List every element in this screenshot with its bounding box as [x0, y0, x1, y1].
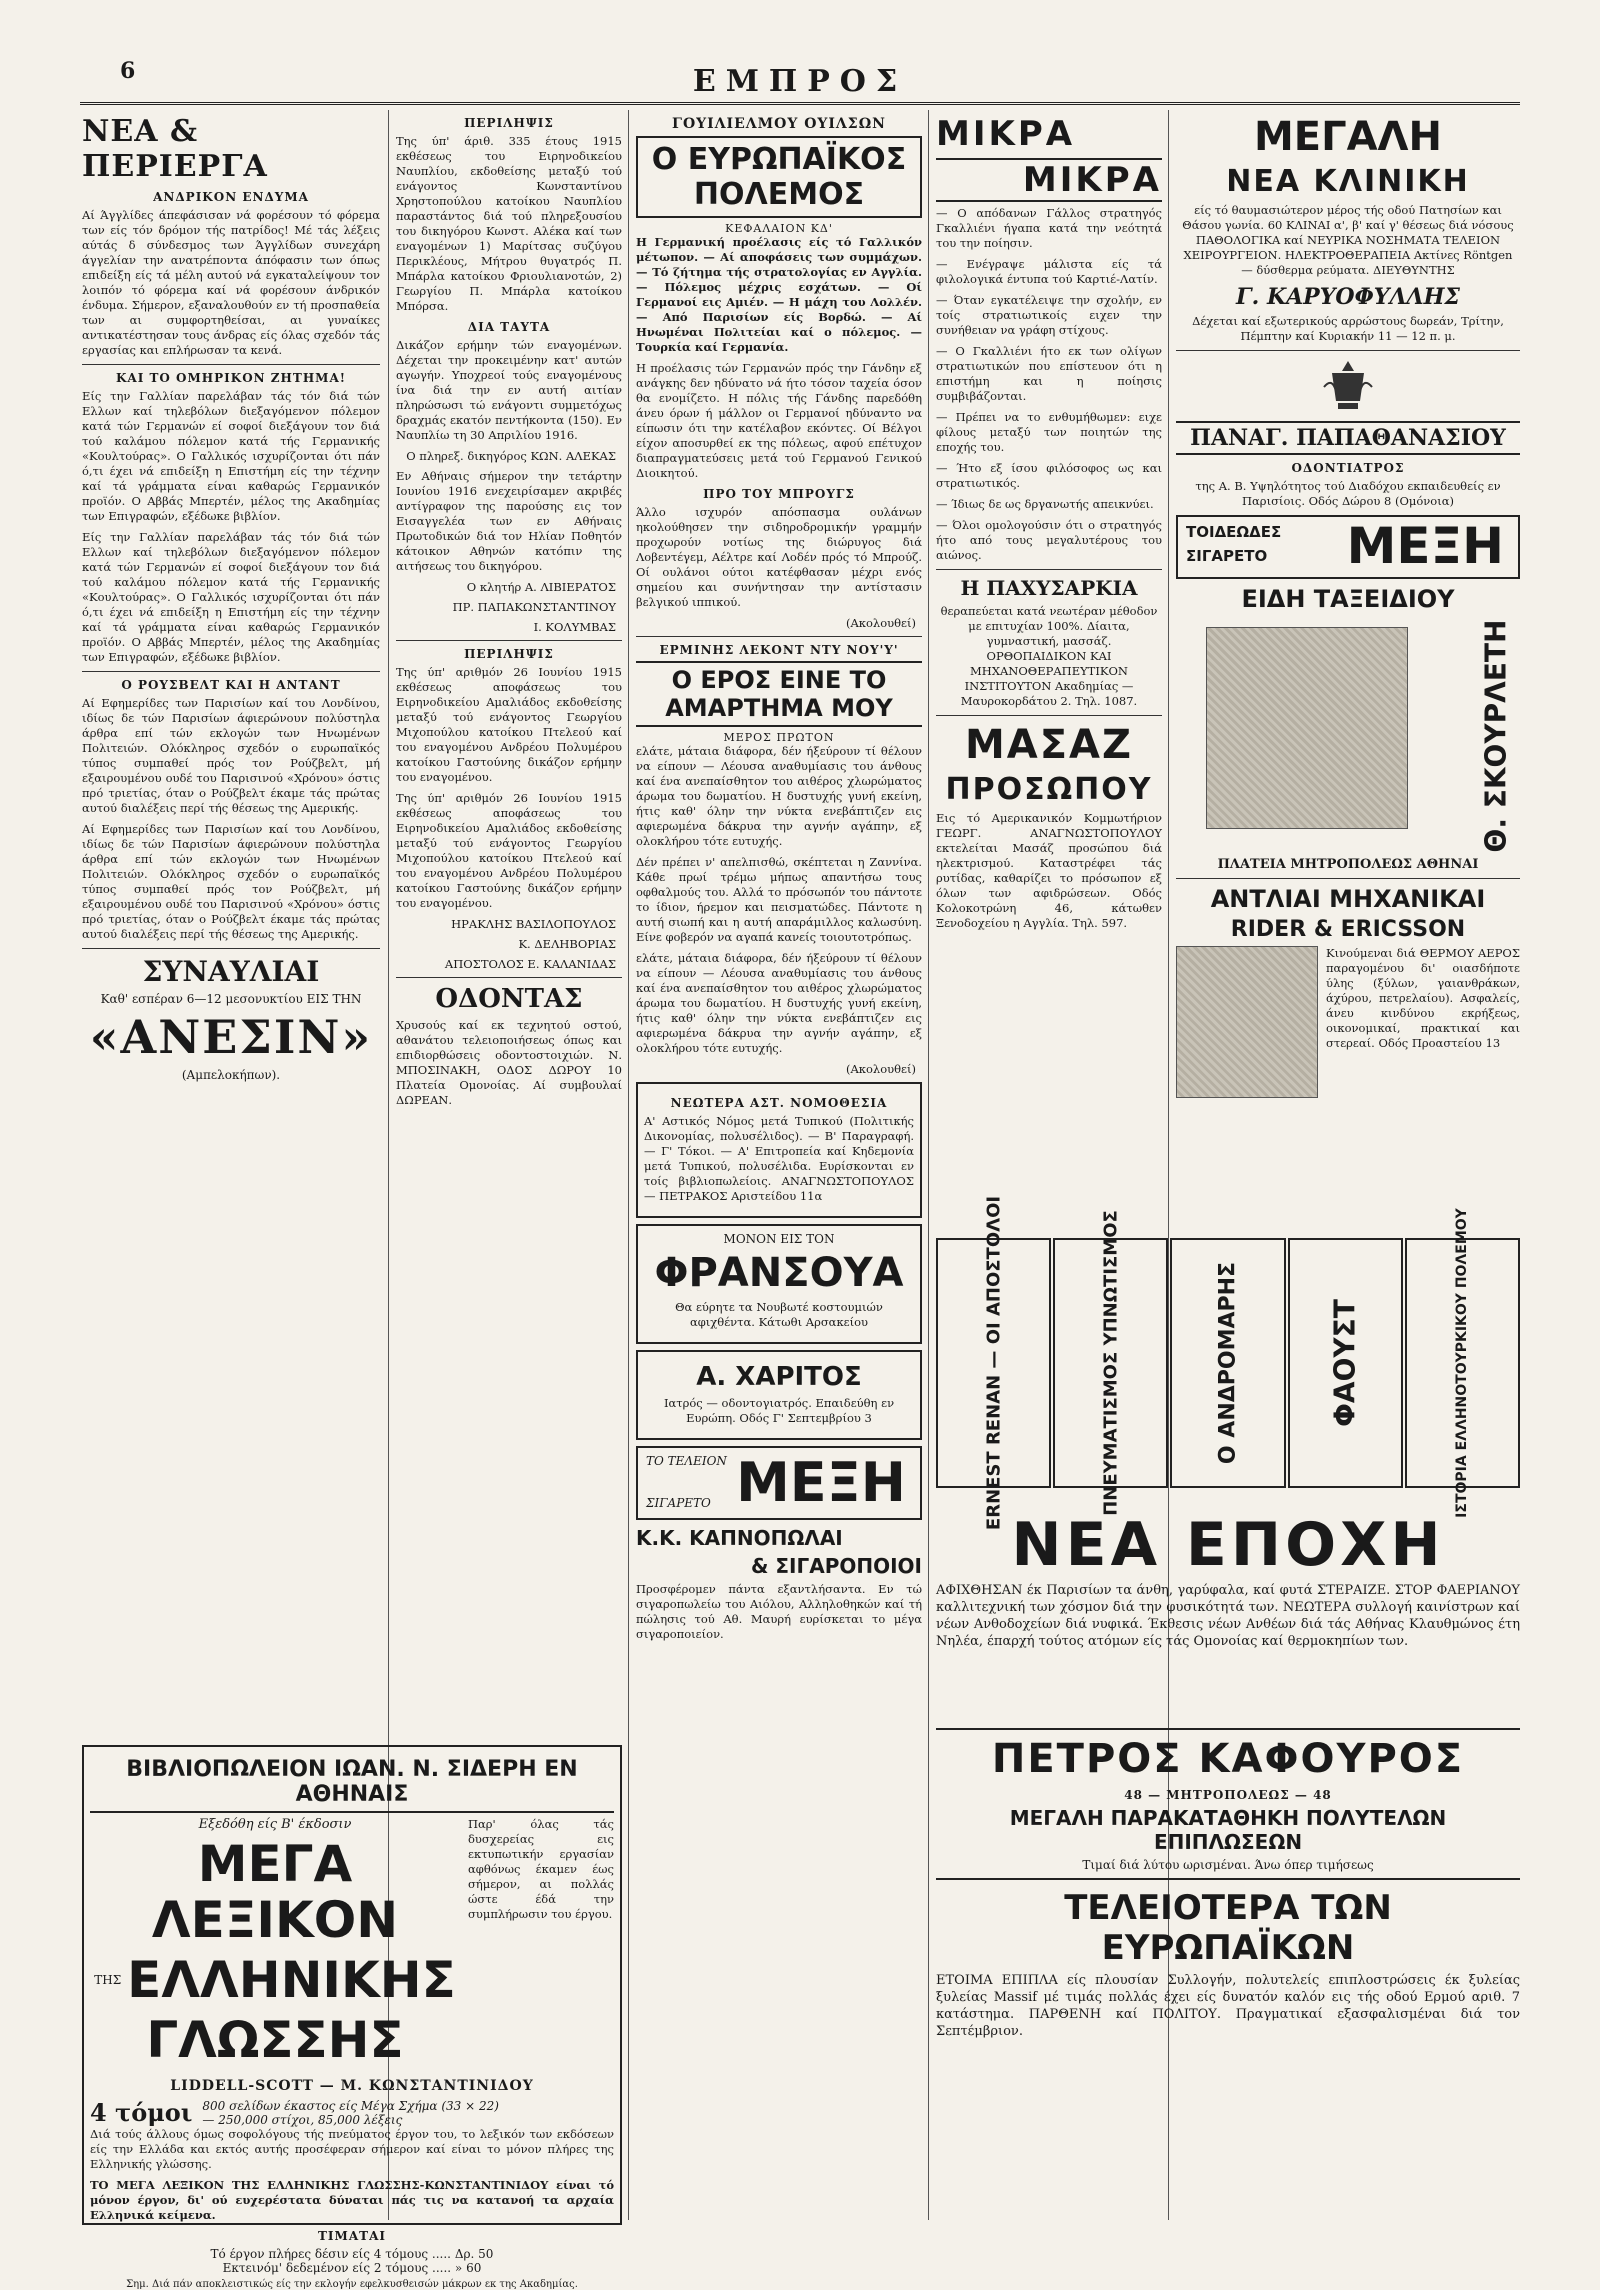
book-spines — [936, 1195, 1520, 1531]
chapter-label: ΚΕΦΑΛΑΙΟΝ ΚΔ' — [725, 222, 833, 235]
signature: ΑΠΟΣΤΟΛΟΣ Ε. ΚΑΛΑΝΙΔΑΣ — [444, 957, 616, 971]
nea-epohi-ad — [936, 1508, 1520, 1718]
book-title: ΦΑΟΥΣΤ — [1328, 1299, 1362, 1427]
furniture-name: ΠΕΤΡΟΣ ΚΑΦΟΥΡΟΣ — [991, 1736, 1465, 1782]
notice-text: Εν Αθήναις σήμερον την τετάρτην Ιουνίου 1916 ενεχειρίσαμεν ακριβές αντίγραφον της παρούσης εις τον Εισαγγελέα των εν Αθήναις Πρωτοδικών διά τον Ηλίαν Ποθητόν κάτοικον Αθηνών κατόπιν της αιτήσεως του δικηγόρου. — [396, 469, 622, 573]
pump-illustration — [1176, 946, 1318, 1098]
article-title: ΚΑΙ ΤΟ ΟΜΗΡΙΚΟΝ ΖΗΤΗΜΑ! — [115, 371, 347, 385]
law-ad-title: ΝΕΩΤΕΡΑ ΑΣΤ. ΝΟΜΟΘΕΣΙΑ — [670, 1096, 888, 1110]
nea-epohi-text: ΑΦΙΧΘΗΣΑΝ έκ Παρισίων τα άνθη, γαρύφαλα, καί φυτά ΣΤΕΡΑΙΖΕ. ΣΤΟΡ ΦΑΕΡΙΑΝΟΥ καλλιτεχνική των χόσμον διά την φυσικότητά των. ΝΕΩΤΕΡΑ συλλογή καινίστρων καί νέων Ανθοδοχείων διά νυφικά. Έκθεσις νέων Ανθέων διά τάς Αθήνας Κλαυθμώνος έτη Νηλέα, έπαρχή τούτος ατόμων είς τάς Ομονοίας καί θερμοκηπίων των. — [936, 1583, 1520, 1649]
divider — [82, 948, 380, 949]
lexicon-volume-info — [202, 2099, 499, 2127]
notice-text: Της ύπ' αριθμόν 26 Ιουνίου 1915 εκθέσεως αποφάσεως του Ειρηνοδικείου Αμαλιάδος εκδοθείσης μεταξύ τού ενάγοντος Γεωργίου Μιχοπούλου κατοίκου Πτελεού καί του εναγομένου Ανδρέου Πολυμέρου κατοίκου Γαστούνης δικάζον ερήμην του εναγομένου. — [396, 665, 622, 784]
divider — [936, 715, 1162, 716]
furniture-line: ΜΕΓΑΛΗ ΠΑΡΑΚΑΤΑΘΗΚΗ ΠΟΛΥΤΕΛΩΝ ΕΠΙΠΛΩΣΕΩΝ — [1009, 1806, 1447, 1854]
article-text: Είς την Γαλλίαν παρελάβαν τάς τόν διά τών Ελλων καί τηλεβόλων διεξαγόμενον πόλεμον κατά τών Γερμανών εί σοφοί διεξάγουν τον διά τού καλάμου πόλεμον κατά τής Γερμανικής «Κουλτούρας». Ο Γαλλικός ισχυρίζονται ότι πάν ό,τι έχει νά επιδείξη η Επιστήμη είς την τέχνην καί τά γράμματα είναι καθαρώς Γερμανικόν προϊόν. Ο Αββάς Μπερτέν, μέλος της Ακαδημίας των Επιγραφών, εξέδωκε βιβλίον. — [82, 530, 380, 664]
mikra-item: — Ίδιως δε ως δργανωτής απεικνύει. — [936, 497, 1154, 511]
clinic-ad-text: είς τό θαυμασιώτερον μέρος τής οδού Πατησίων και Θάσου γωνία. 60 ΚΛΙΝΑΙ α', β' καί γ' θέσεως διά νόσους ΠΑΘΟΛΟΓΙΚΑ καί ΝΕΥΡΙΚΑ ΝΟΣΗΜΑΤΑ ΤΕΛΕΙΟΝ ΧΕΙΡΟΥΡΓΕΙΟΝ. ΗΛΕΚΤΡΟΘΕΡΑΠΕΙΑ Ακτίνες Röntgen — δύσθερμα ρεύματα. ΔΙΕΥΘΥΝΤΗΣ — [1182, 203, 1514, 277]
cig-brand: ΜΕΞΗ — [1346, 517, 1504, 575]
lexicon-volumes-row — [90, 2098, 614, 2127]
to-be-continued: (Ακολουθεί) — [846, 1062, 916, 1076]
article-text: Είς την Γαλλίαν παρελάβαν τάς τόν διά τών Ελλων καί τηλεβόλων διεξαγόμενον πόλεμον κατά τών Γερμανών εί σοφοί διεξάγουν τον διά τού καλάμου πόλεμον κατά τής Γερμανικής «Κουλτούρας». Ο Γαλλικός ισχυρίζονται ότι πάν ό,τι έχει νά επιδείξη η Επιστήμη είς την τέχνην καί τά γράμματα είναι καθαρώς Γερμανικόν προϊόν. Ο Αββάς Μπερτέν, μέλος της Ακαδημίας των Επιγραφών, εξέδωκε βιβλίον. — [82, 389, 380, 523]
cig-line1: ΤΟΙΔΕΩΔΕΣ — [1186, 523, 1282, 541]
clinic-hours: Δέχεται καί εξωτερικούς αρρώστους δωρεάν, Τρίτην, Πέμπτην καί Κυριακήν 11 — 12 π. μ. — [1192, 314, 1504, 343]
divider — [82, 364, 380, 365]
tobacconists-line1: Κ.Κ. ΚΑΠΝΟΠΩΛΑΙ — [636, 1526, 843, 1550]
divider — [936, 569, 1162, 570]
meksi-brand: ΜΕΞΗ — [736, 1451, 906, 1514]
law-books-ad — [636, 1082, 922, 1218]
shop-address: ΠΛΑΤΕΙΑ ΜΗΤΡΟΠΟΛΕΩΣ ΑΘΗΝΑΙ — [1217, 857, 1479, 872]
signature: Ο κλητήρ Α. ΛΙΒΙΕΡΑΤΟΣ — [466, 580, 616, 594]
book-spine — [1053, 1210, 1168, 1516]
mikra-title-2: ΜΙΚΡΑ — [936, 158, 1162, 202]
european-furniture-ad — [936, 1878, 1520, 2040]
travel-goods-ad — [1176, 617, 1520, 857]
obesity-ad-text: θεραπεύεται κατά νεωτέραν μέθοδον με επιτυχίαν 100%. Δίαιτα, γυμναστική, μασσάζ. ΟΡΘΟΠΑΙΔΙΚΟΝ ΚΑΙ ΜΗΧΑΝΟΘΕΡΑΠΕΥΤΙΚΟΝ ΙΝΣΤΙΤΟΥΤΟΝ Ακαδημίας — Μαυροκορδάτου 2. Τηλ. 1087. — [940, 604, 1158, 708]
meksi-sub: ΣΙΓΑΡΕΤΟ — [646, 1496, 711, 1510]
european-text: ΕΤΟΙΜΑ ΕΠΙΠΛΑ είς πλουσίαν Συλλογήν, πολυτελείς επιπλοστρώσεις έκ ξυλείας ξυλείας Massif μέ τιμάς πολλάς έχει είς δυνατόν καλόν εις τής οδού Ερμού αριθ. 7 κατάστημα. ΠΑΡΘΕΝΗ καί ΠΟΛΙΤΟΥ. Πραγματικαί εξασφαλισμέναι διά τον Σεπτέμβριον. — [936, 1973, 1520, 2039]
book-title: ΙΣΤΟΡΙΑ ΕΛΛΗΝΟΤΟΥΡΚΙΚΟΥ ΠΟΛΕΜΟΥ — [1454, 1208, 1471, 1518]
lexicon-footer: Σημ. Διά πάν αποκλειστικώς είς την εκλογήν εφελκυσθεισών μάκρων εκ της Ακαδημίας. — [126, 2279, 578, 2290]
column-small-news — [936, 110, 1162, 1230]
furniture-ad — [936, 1728, 1520, 1870]
travel-goods-title: ΕΙΔΗ ΤΑΞΕΙΔΙΟΥ — [1241, 585, 1455, 613]
book-title: Ο ΑΝΔΡΟΜΑΡΗΣ — [1215, 1261, 1241, 1465]
european-title: ΤΕΛΕΙΟΤΕΡΑ ΤΩΝ ΕΥΡΩΠΑΪΚΩΝ — [1064, 1888, 1392, 1968]
notice-text: Της ύπ' άριθ. 335 έτους 1915 εκθέσεως του Ειρηνοδικείου Ναυπλίου, εκδοθείσης μεταξύ τού ενάγοντος Κωνσταντίνου Χρηστοπούλου κατοίκου Ναυπλίου παραστάντος διά τού πληρεξουσίου του δικηγόρου Κωνστ. Αλέκα καί των εναγομένων 1) Μαρίτσας συζύγου Περικλέους, Μήτρου θυγατρός Π. Μπάρλα κατοίκου Φριουλιανοτών, 2) Γεωργίου Π. Μπάρλα κατοίκου Μπόρσα. — [396, 134, 622, 313]
lexicon-ad — [82, 1745, 622, 2290]
furniture-sub: Τιμαί διά λύτου ωρισμέναι. Άνω όπερ τιμήσεως — [1082, 1858, 1374, 1872]
lexicon-title-2-pre: ΤΗΣ — [94, 1973, 122, 1987]
books-spines-ad — [936, 1195, 1520, 1531]
shop-name: Θ. ΣΚΟΥΡΛΕΤΗ — [1479, 619, 1513, 853]
fransoua-ad — [636, 1224, 922, 1344]
lexicon-title-1: ΜΕΓΑ ΛΕΞΙΚΟΝ — [151, 1835, 399, 1949]
article-title: ΑΝΔΡΙΚΟΝ ΕΝΔΥΜΑ — [153, 190, 309, 204]
notice-title: ΔΙΑ ΤΑΥΤΑ — [467, 320, 551, 334]
tobacconists-line2: & ΣΙΓΑΡΟΠΟΙΟΙ — [750, 1554, 922, 1578]
furniture-address: 48 — ΜΗΤΡΟΠΟΛΕΩΣ — 48 — [1124, 1788, 1332, 1802]
column-news — [82, 110, 380, 1740]
lexicon-side-text: Παρ' όλας τάς δυσχερείας εις εκτυπωτικήν εργασίαν αφθόνως έκαμεν έως σήμερον, αι πολλάς ώστε έδά την συμπλήρωσιν του έργου. — [468, 1817, 614, 1921]
book-title: ERNEST RENAN — ΟΙ ΑΠΟΣΤΟΛΟΙ — [983, 1195, 1005, 1531]
clinic-ad-subtitle: ΝΕΑ ΚΛΙΝΙΚΗ — [1226, 164, 1470, 199]
mikra-item: — Πρέπει να το ενθυμήθωμεν: ειχε φίλους μεταξύ των ποιητών της εποχής του. — [936, 410, 1162, 454]
column-legal — [396, 110, 622, 1710]
divider — [1176, 350, 1520, 351]
divider — [396, 640, 622, 641]
mikra-item: — Όλοι ομολογούσιν ότι ο στρατηγός ήτο από τους μεγαλυτέρους του αιώνος. — [936, 518, 1162, 562]
page-number: 6 — [120, 58, 136, 84]
pumps-brand: RIDER & ERICSSON — [1230, 917, 1466, 942]
divider — [636, 636, 922, 637]
fransoua-pre: ΜΟΝΟΝ ΕΙΣ ΤΟΝ — [723, 1232, 835, 1246]
divider — [82, 671, 380, 672]
lexicon-vol-line1: 800 σελίδων έκαστος είς Μέγα Σχήμα (33 × 22) — [202, 2098, 499, 2113]
tobacconists-text: Προσφέρομεν πάντα εξαντλήσαντα. Εν τώ σιγαροπωλείω του Αιόλου, Αλληλοθηκών καί τή πώλησις τού Αθ. Μαυρή ευρίσκεται το μέγα σιγαροποιείον. — [636, 1582, 922, 1641]
article-text: Αί Άγγλίδες άπεφάσισαν νά φορέσουν τό φόρεμα των είς τόν δρόμον τής πατρίδος! Μέ τάς λέξεις αύτάς δ σύνδεσμος των Άγγλίδων συνεχάρη άγγελίαν την ανατρέποντα άπόφασιν των όπως επιδείξη είς τά μέλη αυτού νά εγκαταλείψουν τον λοιπόν τό φόρεμα καί νά φορέσουν άνδρικόν ένδυμα. Σήμερον, εξαναλουθούν εν τή προσπαθεία των αι συμφορτηθείσαι, αι γυναίκες αντικατέστησαν τους άνδρας είς όλας σχεδόν τάς εργασίας και επλήρωσαν τα κενά. — [82, 208, 380, 357]
to-be-continued: (Ακολουθεί) — [846, 616, 916, 630]
fransoua-text: Θα εύρητε τα Νουβωτέ κοστουμιών αφιχθέντα. Κάτωθι Αρσακείου — [675, 1300, 883, 1329]
notice-title: ΠΕΡΙΛΗΨΙΣ — [464, 116, 554, 130]
mikra-item: — Όταν εγκατέλειψε την σχολήν, εν τοίς στρατιωτικοίς ειχεν την συνήθειαν να γράφη στίχους. — [936, 293, 1162, 337]
column-ads — [1176, 110, 1520, 1235]
dentist-name: ΠΑΝΑΓ. ΠΑΠΑΘΑΝΑΣΙΟΥ — [1176, 421, 1520, 455]
lexicon-price-1: Τό έργον πλήρες δέσιν είς 4 τόμους ..... Δρ. 50 — [210, 2247, 494, 2261]
serial-text: Άλλο ισχυρόν απόσπασμα ουλάνων ηκολούθησεν την σιδηροδρομικήν γραμμήν προχωρούν νοτίως της διώρυγος διά Λοβεντέγεμ, Αέλτρε καί Λοδέν πρός τό Μπρούζ. Οί ουλάνοι ούτοι κατέφθασαν μέχρι ενός σημείου και συνήντησαν την αντίστασιν βελγικού ιππικού. — [636, 505, 922, 609]
book-spine — [1405, 1208, 1520, 1518]
clinic-director: Γ. ΚΑΡΥΟΦΥΛΛΗΣ — [1236, 284, 1460, 310]
charitos-name: Α. ΧΑΡΙΤΟΣ — [696, 1362, 862, 1392]
notice-title: ΠΕΡΙΛΗΨΙΣ — [464, 647, 554, 661]
charitos-text: Ιατρός — οδοντογιατρός. Επαιδεύθη εν Ευρώπη. Οδός Γ' Σεπτεμβρίου 3 — [663, 1396, 895, 1425]
part-label: ΜΕΡΟΣ ΠΡΩΤΟΝ — [723, 731, 835, 744]
book-spine — [936, 1195, 1051, 1531]
serial-text: ελάτε, μάταια διάφορα, δέν ήξεύρουν τί θέλουν να είπουν — Λέουσα αναθυμίασις του άνθους καί ένα ανεπαίσθητον του αιθέρος χλωρώματος άρωμα του δωματίου. Η δυστυχής γυνή εκείνη, ήτις καθ' όλην την νύκτα ενεβάπτιζεν εις αφιερωμένα δάκρυα την αγνήν αγάπην, εξ ολοκλήρου τότε ευτυχής. — [636, 951, 922, 1055]
lexicon-publisher: ΒΙΒΛΙΟΠΩΛΕΙΟΝ ΙΩΑΝ. Ν. ΣΙΔΕΡΗ ΕΝ ΑΘΗΝΑΙΣ — [90, 1757, 614, 1813]
lexicon-note: ΤΟ ΜΕΓΑ ΛΕΞΙΚΟΝ ΤΗΣ ΕΛΛΗΝΙΚΗΣ ΓΛΩΣΣΗΣ-ΚΩΝΣΤΑΝΤΙΝΙΔΟΥ είναι τό μόνον έργον, δι' ού ευχερέστατα δύναται πάς τις να κατανοή τα αρχαία Ελληνικά κείμενα. — [90, 2178, 614, 2222]
lexicon-body — [90, 1817, 614, 2072]
serial-title: Ο ΕΥΡΩΠΑΪΚΟΣ ΠΟΛΕΜΟΣ — [636, 136, 922, 218]
dentist-text: της Α. Β. Υψηλότητος τού Διαδόχου εκπαιδευθείς εν Παρισίοις. Οδός Δώρου 8 (Ομόνοια) — [1195, 479, 1501, 508]
serial-title: Ο ΕΡΟΣ ΕΙΝΕ ΤΟ ΑΜΑΡΤΗΜΑ ΜΟΥ — [636, 661, 922, 727]
concert-venue-sub: (Αμπελοκήπων). — [181, 1068, 281, 1082]
notice-text: Της ύπ' αριθμόν 26 Ιουνίου 1915 εκθέσεως αποφάσεως του Ειρηνοδικείου Αμαλιάδος εκδοθείσης μεταξύ τού ενάγοντος Γεωργίου Μιχοπούλου κατοίκου Πτελεού καί του εναγομένου Ανδρέου Πολυμέρου κατοίκου Γαστούνης δικάζον ερήμην του εναγομένου. — [396, 791, 622, 910]
dentist-title: ΟΔΟΝΤΙΑΤΡΟΣ — [1291, 461, 1405, 475]
signature: Ο πληρεξ. δικηγόρος ΚΩΝ. ΑΛΕΚΑΣ — [406, 449, 616, 463]
lexicon-price-2: Εκτεινόμ' δεδεμένον είς 2 τόμους ..... » 60 — [222, 2261, 482, 2275]
book-spine — [1170, 1238, 1285, 1488]
subheading: ΠΡΟ ΤΟΥ ΜΠΡΟΥΓΣ — [703, 487, 855, 501]
lexicon-title-3: ΓΛΩΣΣΗΣ — [146, 2011, 404, 2069]
divider — [1176, 878, 1520, 879]
lexicon-authors: LIDDELL-SCOTT — Μ. ΚΩΝΣΤΑΝΤΙΝΙΔΟΥ — [170, 2078, 534, 2094]
massage-ad-sub: ΠΡΟΣΩΠΟΥ — [945, 772, 1153, 807]
signature: ΗΡΑΚΛΗΣ ΒΑΣΙΛΟΠΟΥΛΟΣ — [451, 917, 616, 931]
pumps-text: Κινούμεναι διά ΘΕΡΜΟΥ ΑΕΡΟΣ παραγομένου δι' οιασδήποτε ύλης (ξύλων, γαιανθράκων, άχύρου, πετρελαίου). Ασφαλείς, άνευ κινδύνου εκρήξεως, οικονομικαί, πρακτικαί και στερεαί. Οδός Προαστείου 13 — [1326, 946, 1520, 1050]
column-rule — [928, 110, 929, 2220]
mikra-item: — Ο Γκαλλιένι ήτο εκ των ολίγων στρατιωτικών που επίστευον ότι η επιστήμη και η ποίησις συμβιβάζονται. — [936, 344, 1162, 403]
nea-epohi-title: ΝΕΑ ΕΠΟΧΗ — [1011, 1510, 1445, 1580]
article-title: Ο ΡΟΥΣΒΕΛΤ ΚΑΙ Η ΑΝΤΑΝΤ — [121, 678, 341, 692]
lexicon-description: Διά τούς άλλους όμως σοφολόγους τής πνεύματος έργον του, το λεξικόν των εκδόσεων είς την Ελλάδα και εκτός αυτής προσέφεραν σήμερον καί είναι το μόνον πλήρες της Ελληνικής γλώσσης. — [90, 2127, 614, 2171]
shop-name-vertical — [1476, 619, 1516, 853]
cig-line2: ΣΙΓΑΡΕΤΟ — [1186, 547, 1268, 565]
signature: Κ. ΔΕΛΗΒΟΡΙΑΣ — [518, 937, 616, 951]
obesity-ad-title: Η ΠΑΧΥΣΑΡΚΙΑ — [960, 576, 1138, 600]
crest-icon — [1318, 357, 1378, 413]
law-ad-text: Α' Αστικός Νόμος μετά Τυπικού (Πολιτικής Δικονομίας, πολυσέλιδος). — Β' Παραγραφή. — Γ' Τόκοι. — Α' Επιτροπεία καί Κηδεμονία μετά Τυπικού, πολυσέλιδα. Ευρίσκονται εν τοίς βιβλιοπωλείοις. ΑΝΑΓΝΩΣΤΟΠΟΥΛΟΣ — ΠΕΤΡΑΚΟΣ Αριστείδου 11α — [644, 1114, 914, 1203]
article-text: Αί Εφημερίδες των Παρισίων καί του Λονδίνου, ιδίως δε τών Παρισίων άφιερώνουν πολύστηλα άρθρα επί τών εκλογών των Ηνωμένων Πολιτειών. Ολόκληρος σχεδόν ο ευρωπαϊκός τύπος συμπαθεί πρός τον Ρούζβελτ, μή εξαιρουμένου ουδέ του Παρισινού «Χρόνου» όστις πρό τριετίας, όταν ο Ρούζβελτ έκαμε τάς πρώτας αυτού διαλέξεις περί τής θέσεως της Αμερικής. — [82, 696, 380, 815]
royal-crest — [1176, 357, 1520, 417]
column-serials — [636, 110, 922, 2220]
book-spine — [1288, 1238, 1403, 1488]
notice-text: Δικάζον ερήμην τών εναγομένων. Δέχεται την προκειμένην κατ' αυτών αγωγήν. Υποχρεοί τούς εναγομένους ίνα διά την εν αυτή αιτίαν πληρώσωσι τώ ενάγοντι συμμετόχως δραχμάς εκατόν πεντήκοντα (150). Εν Ναυπλίω τη 30 Απριλίου 1916. — [396, 338, 622, 442]
mikra-item: — Ο απόδανων Γάλλος στρατηγός Γκαλλιένι ήγαπα κατά την νεότητά του την ποίησιν. — [936, 206, 1162, 250]
chapter-summary: Η Γερμανική προέλασις είς τό Γαλλικόν μέτωπον. — Αί αποφάσεις των συμμάχων. — Τό ζήτημα τής στρατολογίας εν Αγγλία. — Πόλεμος μέχρις εσχάτων. — Οί Γερμανοί εις Αμιέν. — Η μάχη του Λολλέν. — Από Παρισίων είς Βορδώ. — Αί Ηνωμέναι Πολιτείαι καί ο πόλεμος. — Τουρκία καί Γερμανία. — [636, 235, 922, 354]
serial-text: Δέν πρέπει ν' απελπισθώ, σκέπτεται η Ζαννίνα. Κάθε πρωί τρέμω μήπως απαντήσω τους οφθαλμούς του. Αλλά το πρόσωπόν του πάντοτε το ίδιον, ήρεμον και πεισματώδες. Πάντοτε η αυτή σιωπή και η αυτή απαράμιλλος καλωσύνη. Είνε φοβερόν να αγαπά κανείς τοιουτοτρόπως. — [636, 855, 922, 944]
meksi-ad — [636, 1446, 922, 1520]
meksi-pre: ΤΟ ΤΕΛΕΙΟΝ — [646, 1454, 727, 1468]
masthead — [80, 30, 1520, 105]
lexicon-vol-line2: — 250,000 στίχοι, 85,000 λέξεις — [202, 2112, 403, 2127]
pumps-body — [1176, 946, 1520, 1098]
trunk-illustration — [1206, 627, 1408, 829]
serial-text: ελάτε, μάταια διάφορα, δέν ήξεύρουν τί θέλουν να είπουν — Λέουσα αναθυμίασις του άνθους καί ένα ανεπαίσθητον του αιθέρος χλωρώματος άρωμα του δωματίου. Η δυστυχής γυνή εκείνη, ήτις καθ' όλην την νύκτα ενεβάπτιζεν εις αφιερωμένα δάκρυα την αγνήν αγάπην, εξ ολοκλήρου τότε ευτυχής. — [636, 744, 922, 848]
dentist-ad-text: Χρυσούς καί εκ τεχνητού οστού, αθανάτου τελειοποιήσεως όπως και επιδιορθώσεις οδοντοστοιχιών. Ν. ΜΠΟΣΙΝΑΚΗ, ΟΔΟΣ ΔΩΡΟΥ 10 Πλατεία Ομονοίας. Αί συμβουλαί ΔΩΡΕΑΝ. — [396, 1018, 622, 1107]
dentist-ad-title: ΟΔΟΝΤΑΣ — [435, 984, 583, 1014]
cigarette-ad — [1176, 515, 1520, 579]
section-title: ΝΕΑ & ΠΕΡΙΕΡΓΑ — [82, 114, 268, 184]
column-rule — [628, 110, 629, 2220]
concert-ad-title: ΣΥΝΑΥΛΙΑΙ — [142, 955, 320, 988]
mikra-item: — Ενέγραψε μάλιστα είς τά φιλολογικά έντυπα τού Καρτιέ-Λατίν. — [936, 257, 1162, 286]
mikra-item: — Ήτο εξ ίσου φιλόσοφος ως και στρατιωτικός. — [936, 461, 1162, 490]
lexicon-title-2-row — [90, 1952, 460, 2008]
lexicon-volumes: 4 τόμοι — [90, 2098, 193, 2127]
massage-ad-title: ΜΑΣΑΖ — [964, 722, 1134, 768]
signature: ΠΡ. ΠΑΠΑΚΩΝΣΤΑΝΤΙΝΟΥ — [452, 600, 616, 614]
serial-text: Η προέλασις τών Γερμανών πρός την Γάνδην εξ ανάγκης δεν ηδύνατο νά ήτο τόσον ταχεία όσον θα ενομίζετο. Η πόλις τής Γάνδης παρεδόθη άνευ όρων ή μάλλον οι Γερμανοί ηδύναντο να είπωσιν ότι την κατέλαβον εκόντες. Οί Βέλγοι είχον αποσυρθεί εκ της πόλεως, αφού επέτυχον διαπραγματεύσεις μετά τού Γερμανού Γενικού Διοικητού. — [636, 361, 922, 480]
lexicon-title-2: ΕΛΛΗΝΙΚΗΣ — [127, 1951, 456, 2009]
lexicon-prices-title: ΤΙΜΑΤΑΙ — [318, 2229, 386, 2243]
charitos-ad — [636, 1350, 922, 1440]
serial-author: ΕΡΜΙΝΗΣ ΛΕΚΟΝΤ ΝΤΥ ΝΟΥ'Υ' — [659, 643, 899, 657]
signature: Ι. ΚΟΛΥΜΒΑΣ — [533, 620, 616, 634]
lexicon-title-block — [90, 1817, 460, 2072]
mikra-title: ΜΙΚΡΑ — [936, 114, 1076, 154]
tobacconists-ad — [636, 1526, 922, 1642]
article-text: Αί Εφημερίδες των Παρισίων καί του Λονδίνου, ιδίως δε τών Παρισίων άφιερώνουν πολύστηλα άρθρα επί τών εκλογών των Ηνωμένων Πολιτειών. Ολόκληρος σχεδόν ο ευρωπαϊκός τύπος συμπαθεί πρός τον Ρούζβελτ, μή εξαιρουμένου ουδέ του Παρισινού «Χρόνου» όστις πρό τριετίας, όταν ο Ρούζβελτ έκαμε τάς πρώτας αυτού διαλέξεις περί τής θέσεως της Αμερικής. — [82, 822, 380, 941]
fransoua-name: ΦΡΑΝΣΟΥΑ — [654, 1250, 904, 1296]
clinic-ad-title: ΜΕΓΑΛΗ — [1253, 114, 1442, 160]
massage-ad-text: Εις τό Αμερικανικόν Κομμωτήριον ΓΕΩΡΓ. ΑΝΑΓΝΩΣΤΟΠΟΥΛΟΥ εκτελείται Μασάζ προσώπου διά ηλεκτρισμού. Καταστρέφει τάς ρυτίδας, καθαρίζει το πρόσωπον εξ όλων των αφιδρώσεων. Οδός Κολοκοτρώνη 46, κάτωθεν Ξενοδοχείου η Αγγλία. Τηλ. 597. — [936, 811, 1162, 930]
serial-author: ΓΟΥΙΛΙΕΛΜΟΥ ΟΥΙΛΣΩΝ — [672, 116, 886, 132]
newspaper-title: ΕΜΠΡΟΣ — [692, 64, 908, 99]
lexicon-edition: Εξεδόθη είς Β' έκδοσιν — [198, 1817, 352, 1832]
concert-ad-line: Καθ' εσπέραν 6—12 μεσονυκτίου ΕΙΣ ΤΗΝ — [100, 992, 362, 1006]
divider — [396, 977, 622, 978]
concert-venue: «ΑΝΕΣΙΝ» — [89, 1010, 373, 1064]
pumps-ad-title: ΑΝΤΛΙΑΙ ΜΗΧΑΝΙΚΑΙ — [1210, 885, 1486, 913]
book-title: ΠΝΕΥΜΑΤΙΣΜΟΣ ΥΠΝΩΤΙΣΜΟΣ — [1100, 1210, 1122, 1516]
